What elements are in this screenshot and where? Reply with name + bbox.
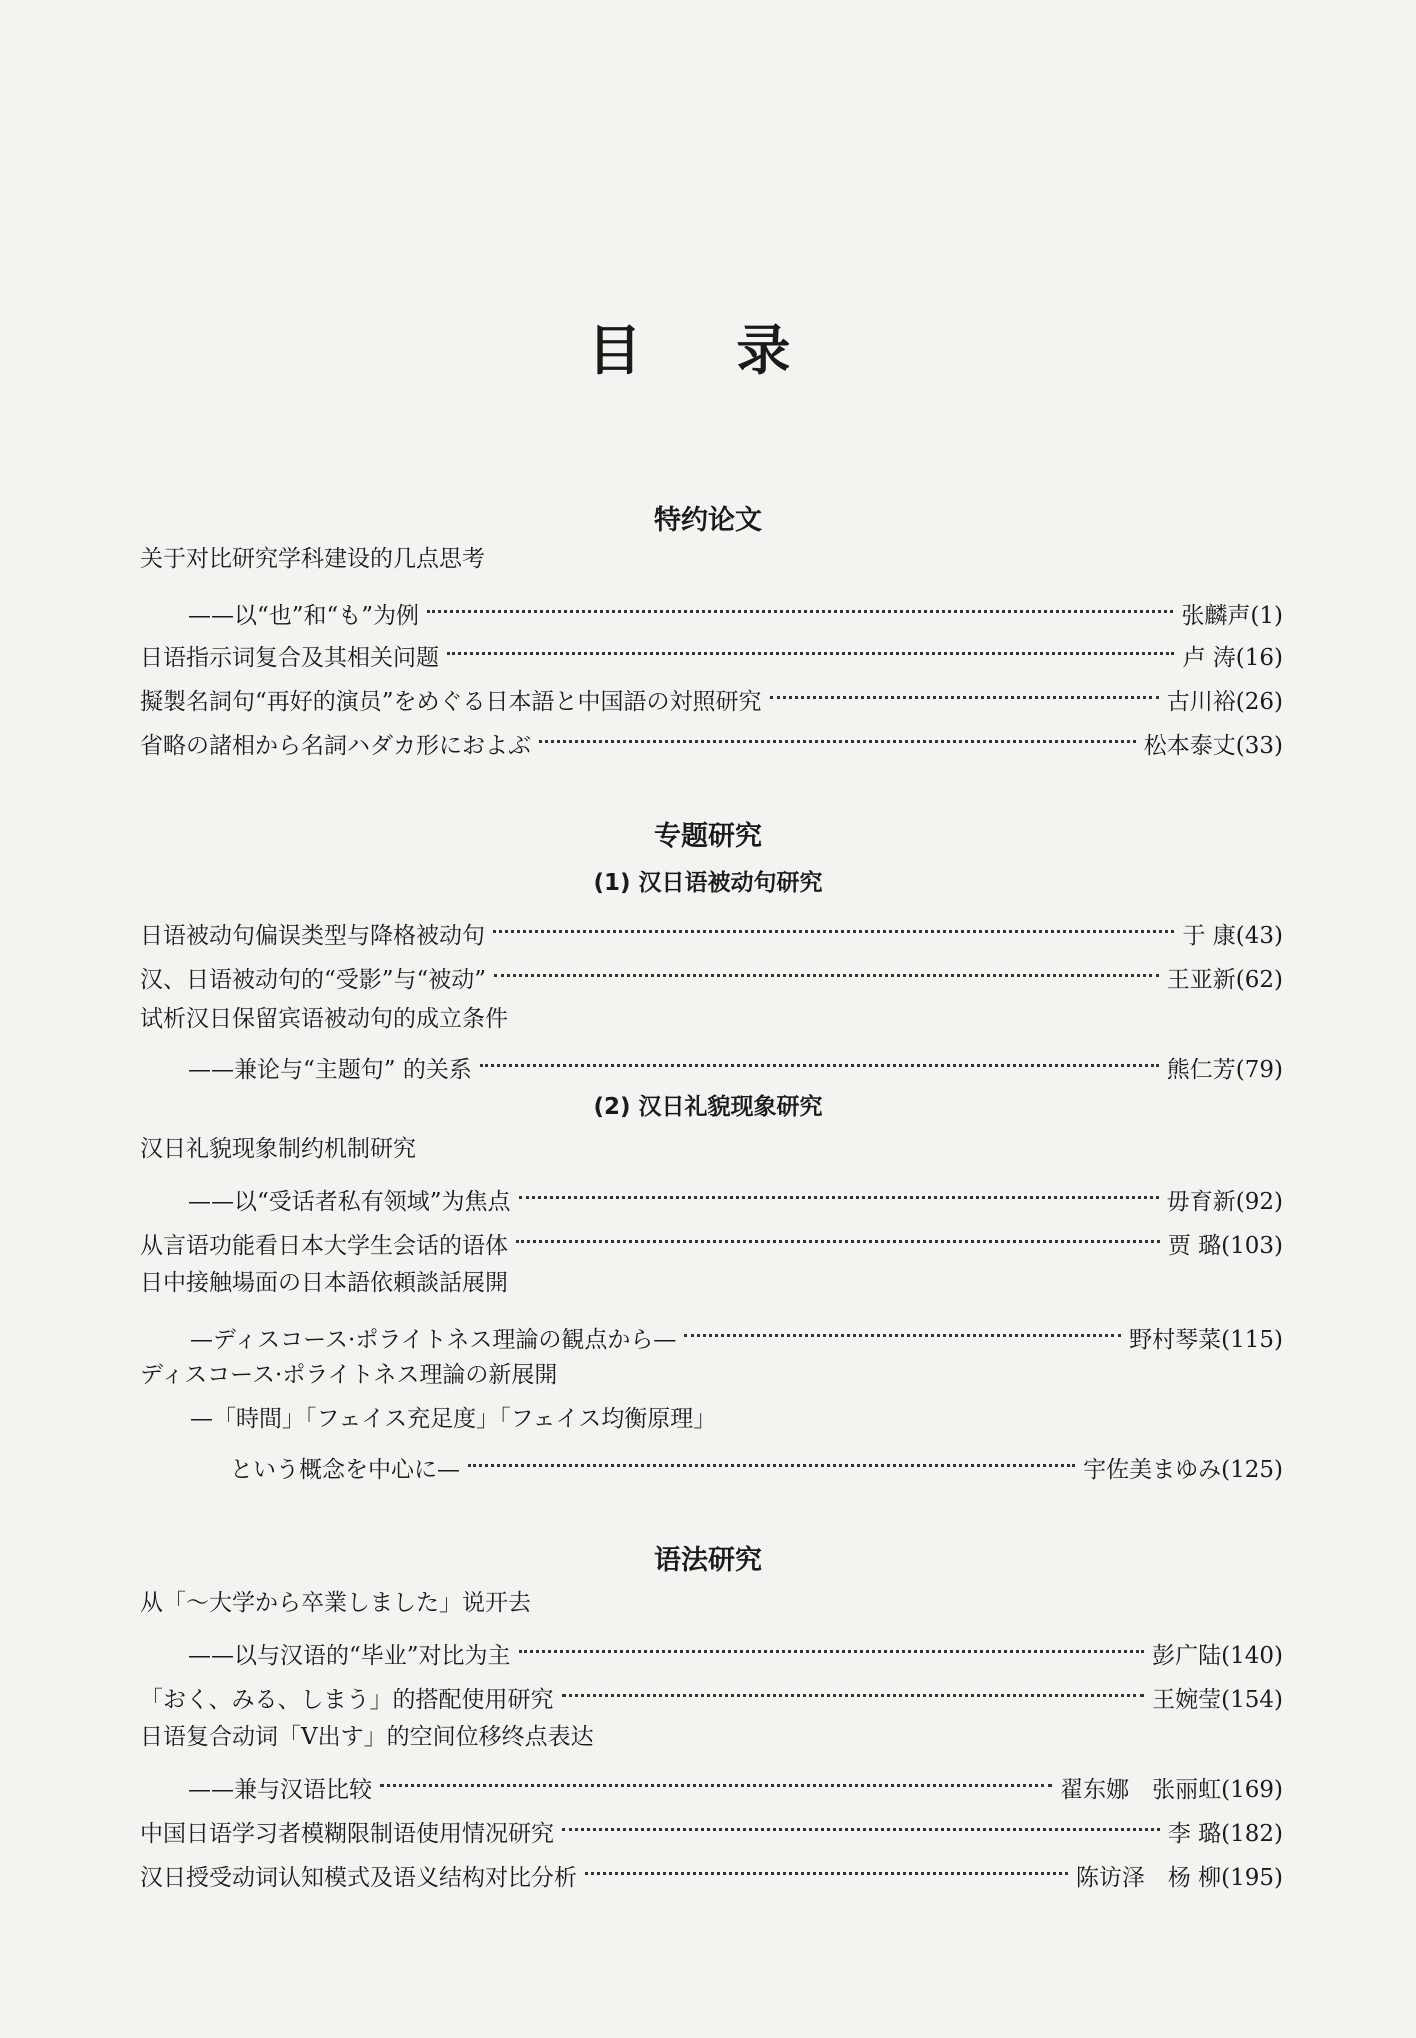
entry-9-page: (103) bbox=[1221, 1233, 1283, 1259]
entry-6-page: (62) bbox=[1235, 967, 1283, 993]
entry-16-title: 汉日授受动词认知模式及语义结构对比分析 bbox=[140, 1865, 577, 1891]
entry-4-author: 松本泰丈 bbox=[1143, 733, 1236, 759]
section-title-special: 特约论文 bbox=[654, 505, 762, 536]
entry-9-title: 从言语功能看日本大学生会话的语体 bbox=[140, 1233, 508, 1259]
leader-dots bbox=[447, 624, 1174, 655]
entry-8-subtitle: ——以“受话者私有领域”为焦点 bbox=[188, 1189, 511, 1215]
section-title-topic: 专题研究 bbox=[654, 821, 762, 852]
entry-15-title: 中国日语学习者模糊限制语使用情况研究 bbox=[140, 1821, 554, 1847]
toc-entry-4[interactable] bbox=[140, 722, 1283, 762]
entry-12-author: 彭广陆 bbox=[1152, 1643, 1222, 1669]
entry-4-page: (33) bbox=[1235, 733, 1283, 759]
entry-2-page: (16) bbox=[1235, 645, 1283, 671]
entry-12-title: 从「～大学から卒業しました」说开去 bbox=[140, 1590, 531, 1616]
entry-8-author: 毋育新 bbox=[1166, 1189, 1236, 1215]
leader-dots bbox=[562, 1800, 1160, 1831]
entry-14-author: 翟东娜 张丽虹 bbox=[1060, 1777, 1222, 1803]
toc-entry-16[interactable] bbox=[140, 1854, 1283, 1894]
entry-11-author: 宇佐美まゆみ bbox=[1083, 1457, 1222, 1483]
entry-1-subtitle: ——以“也”和“も”为例 bbox=[188, 603, 420, 629]
leader-dots bbox=[562, 1666, 1145, 1697]
toc-entry-9[interactable] bbox=[140, 1222, 1283, 1262]
entry-13-author: 王婉莹 bbox=[1152, 1687, 1222, 1713]
page-title: 目 录 bbox=[587, 319, 829, 382]
leader-dots bbox=[519, 1168, 1159, 1199]
entry-16-page: (195) bbox=[1221, 1865, 1283, 1891]
entry-2-title: 日语指示词复合及其相关问题 bbox=[140, 645, 439, 671]
toc-entry-13[interactable] bbox=[140, 1676, 1283, 1716]
leader-dots bbox=[770, 668, 1159, 699]
leader-dots bbox=[427, 582, 1173, 613]
entry-15-author: 李 璐 bbox=[1167, 1821, 1222, 1847]
entry-5-title: 日语被动句偏误类型与降格被动句 bbox=[140, 923, 485, 949]
entry-3-author: 古川裕 bbox=[1166, 689, 1236, 715]
leader-dots bbox=[684, 1306, 1121, 1337]
entry-6-author: 王亚新 bbox=[1166, 967, 1236, 993]
subsection-title-politeness: (2) 汉日礼貌现象研究 bbox=[593, 1094, 823, 1120]
entry-1-page: (1) bbox=[1250, 603, 1283, 629]
entry-15-page: (182) bbox=[1221, 1821, 1283, 1847]
toc-entry-7[interactable] bbox=[140, 1046, 1283, 1086]
entry-4-title: 省略の諸相から名詞ハダカ形におよぶ bbox=[140, 733, 531, 759]
entry-7-title: 试析汉日保留宾语被动句的成立条件 bbox=[140, 1006, 508, 1032]
leader-dots bbox=[516, 1212, 1160, 1243]
entry-10-author: 野村琴菜 bbox=[1129, 1327, 1222, 1353]
entry-3-title: 擬製名詞句“再好的演员”をめぐる日本語と中国語の対照研究 bbox=[140, 689, 762, 715]
entry-7-page: (79) bbox=[1235, 1057, 1283, 1083]
entry-13-page: (154) bbox=[1221, 1687, 1283, 1713]
entry-10-title: 日中接触場面の日本語依頼談話展開 bbox=[140, 1270, 508, 1296]
entry-12-page: (140) bbox=[1221, 1643, 1283, 1669]
entry-1-title: 关于对比研究学科建设的几点思考 bbox=[140, 546, 485, 572]
entry-1-author: 张麟声 bbox=[1181, 603, 1251, 629]
section-title-grammar: 语法研究 bbox=[654, 1545, 762, 1576]
entry-5-page: (43) bbox=[1235, 923, 1283, 949]
entry-8-page: (92) bbox=[1235, 1189, 1283, 1215]
entry-14-title: 日语复合动词「V出す」的空间位移终点表达 bbox=[140, 1724, 594, 1750]
entry-9-author: 贾 璐 bbox=[1167, 1233, 1222, 1259]
leader-dots bbox=[494, 946, 1159, 977]
entry-11-subtitle-2: という概念を中心に— bbox=[230, 1457, 460, 1483]
entry-2-author: 卢 涛 bbox=[1182, 645, 1236, 671]
entry-7-author: 熊仁芳 bbox=[1166, 1057, 1236, 1083]
toc-entry-6[interactable] bbox=[140, 956, 1283, 996]
entry-11-subtitle-1: —「時間」「フェイス充足度」「フェイス均衡原理」 bbox=[190, 1406, 717, 1432]
entry-11-page: (125) bbox=[1221, 1457, 1283, 1483]
entry-5-author: 于 康 bbox=[1182, 923, 1236, 949]
entry-10-page: (115) bbox=[1221, 1327, 1283, 1353]
entry-6-title: 汉、日语被动句的“受影”与“被动” bbox=[140, 967, 487, 993]
leader-dots bbox=[539, 712, 1136, 743]
toc-entry-10[interactable] bbox=[140, 1316, 1283, 1356]
leader-dots bbox=[585, 1844, 1068, 1875]
entry-12-subtitle: ——以与汉语的“毕业”对比为主 bbox=[188, 1643, 511, 1669]
subsection-title-passive: (1) 汉日语被动句研究 bbox=[593, 870, 823, 896]
entry-7-subtitle: ——兼论与“主题句” 的关系 bbox=[188, 1057, 472, 1083]
entry-3-page: (26) bbox=[1235, 689, 1283, 715]
toc-entry-11[interactable] bbox=[140, 1446, 1283, 1486]
leader-dots bbox=[380, 1756, 1052, 1787]
leader-dots bbox=[480, 1036, 1159, 1067]
leader-dots bbox=[519, 1622, 1145, 1653]
entry-11-title: ディスコース·ポライトネス理論の新展開 bbox=[140, 1362, 558, 1388]
entry-16-author: 陈访泽 杨 柳 bbox=[1075, 1865, 1222, 1891]
leader-dots bbox=[468, 1436, 1075, 1467]
entry-8-title: 汉日礼貌现象制约机制研究 bbox=[140, 1136, 416, 1162]
entry-13-title: 「おく、みる、しまう」的搭配使用研究 bbox=[140, 1687, 554, 1713]
entry-14-page: (169) bbox=[1221, 1777, 1283, 1803]
entry-14-subtitle: ——兼与汉语比较 bbox=[188, 1777, 372, 1803]
leader-dots bbox=[493, 902, 1174, 933]
entry-10-subtitle: —ディスコース·ポライトネス理論の観点から— bbox=[190, 1327, 677, 1353]
